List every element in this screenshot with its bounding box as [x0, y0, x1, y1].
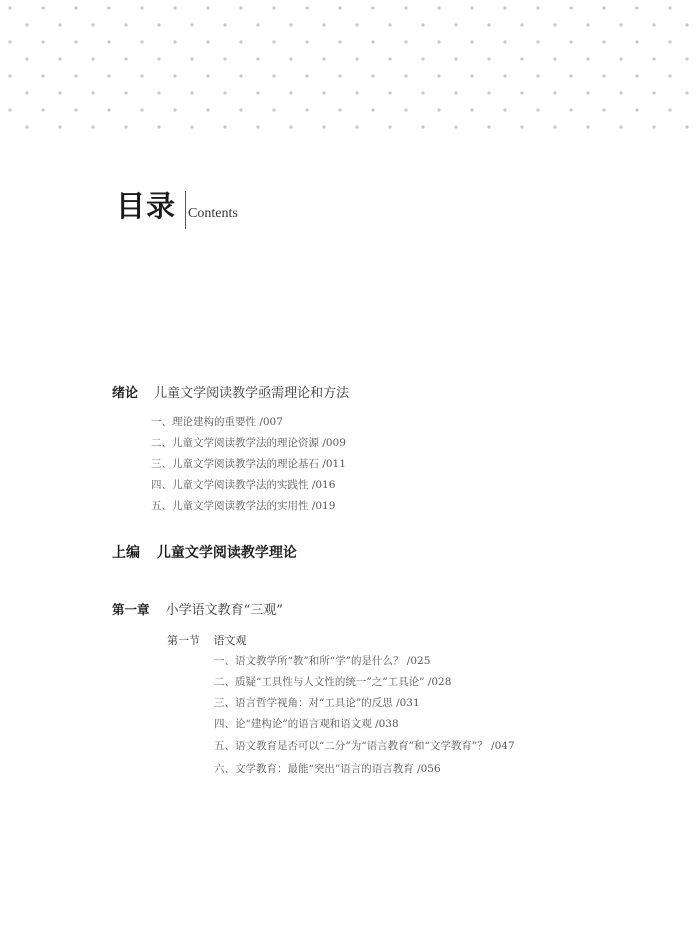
decorative-dot — [470, 40, 473, 43]
decorative-dot — [206, 40, 209, 43]
decorative-dot — [107, 6, 110, 9]
decorative-dot — [586, 125, 589, 128]
decorative-dot — [685, 57, 688, 60]
intro-title: 儿童文学阅读教学亟需理论和方法 — [154, 386, 350, 401]
decorative-dot — [652, 91, 655, 94]
decorative-dot — [25, 57, 28, 60]
toc-entry[interactable]: 六、文学教育：最能“突出”语言的语言教育 /056 — [214, 763, 441, 775]
decorative-dot — [421, 125, 424, 128]
decorative-dot — [256, 57, 259, 60]
toc-entry[interactable]: 一、语文教学所“教”和所“学”的是什么？ /025 — [214, 655, 431, 667]
decorative-dot — [140, 40, 143, 43]
decorative-dot — [470, 74, 473, 77]
decorative-dot — [8, 108, 11, 111]
decorative-dot — [305, 108, 308, 111]
decorative-dot — [124, 91, 127, 94]
decorative-dot — [404, 6, 407, 9]
decorative-dot — [190, 91, 193, 94]
intro-heading[interactable] — [112, 384, 349, 404]
decorative-dot — [602, 6, 605, 9]
decorative-dot — [404, 108, 407, 111]
dot-pattern-decoration — [0, 0, 700, 140]
toc-entry[interactable]: 四、儿童文学阅读教学法的实践性 /016 — [151, 479, 336, 491]
decorative-dot — [173, 40, 176, 43]
toc-entry[interactable]: 五、儿童文学阅读教学法的实用性 /019 — [151, 500, 336, 512]
decorative-dot — [685, 23, 688, 26]
decorative-dot — [520, 91, 523, 94]
decorative-dot — [569, 40, 572, 43]
part-label: 上编 — [112, 545, 140, 561]
decorative-dot — [437, 6, 440, 9]
decorative-dot — [355, 57, 358, 60]
decorative-dot — [668, 74, 671, 77]
decorative-dot — [536, 108, 539, 111]
decorative-dot — [388, 23, 391, 26]
decorative-dot — [421, 23, 424, 26]
decorative-dot — [454, 57, 457, 60]
decorative-dot — [619, 23, 622, 26]
part-title: 儿童文学阅读教学理论 — [156, 545, 297, 561]
intro-label: 绪论 — [112, 386, 139, 401]
decorative-dot — [652, 23, 655, 26]
decorative-dot — [91, 91, 94, 94]
decorative-dot — [652, 57, 655, 60]
decorative-dot — [668, 40, 671, 43]
decorative-dot — [25, 91, 28, 94]
decorative-dot — [454, 91, 457, 94]
decorative-dot — [569, 74, 572, 77]
decorative-dot — [536, 40, 539, 43]
decorative-dot — [91, 57, 94, 60]
decorative-dot — [223, 125, 226, 128]
section-title: 语文观 — [213, 634, 247, 647]
decorative-dot — [74, 40, 77, 43]
decorative-dot — [421, 91, 424, 94]
decorative-dot — [91, 125, 94, 128]
decorative-dot — [388, 57, 391, 60]
decorative-dot — [173, 6, 176, 9]
decorative-dot — [404, 74, 407, 77]
toc-entry[interactable]: 二、质疑“工具性与人文性的统一”之“工具论” /028 — [214, 676, 452, 688]
decorative-dot — [338, 74, 341, 77]
decorative-dot — [520, 23, 523, 26]
decorative-dot — [404, 40, 407, 43]
decorative-dot — [520, 57, 523, 60]
decorative-dot — [140, 108, 143, 111]
decorative-dot — [289, 23, 292, 26]
decorative-dot — [635, 40, 638, 43]
decorative-dot — [289, 125, 292, 128]
decorative-dot — [74, 6, 77, 9]
decorative-dot — [305, 6, 308, 9]
decorative-dot — [388, 125, 391, 128]
toc-entry[interactable]: 三、语言哲学视角：对“工具论”的反思 /031 — [214, 697, 420, 709]
decorative-dot — [338, 40, 341, 43]
decorative-dot — [223, 57, 226, 60]
decorative-dot — [536, 74, 539, 77]
decorative-dot — [41, 6, 44, 9]
decorative-dot — [239, 108, 242, 111]
decorative-dot — [437, 108, 440, 111]
decorative-dot — [272, 108, 275, 111]
decorative-dot — [58, 23, 61, 26]
decorative-dot — [371, 74, 374, 77]
decorative-dot — [256, 91, 259, 94]
decorative-dot — [454, 23, 457, 26]
decorative-dot — [503, 108, 506, 111]
decorative-dot — [25, 125, 28, 128]
decorative-dot — [338, 108, 341, 111]
decorative-dot — [322, 91, 325, 94]
decorative-dot — [107, 40, 110, 43]
part-heading[interactable] — [112, 543, 297, 563]
decorative-dot — [74, 108, 77, 111]
decorative-dot — [107, 108, 110, 111]
decorative-dot — [635, 108, 638, 111]
decorative-dot — [272, 6, 275, 9]
decorative-dot — [586, 91, 589, 94]
decorative-dot — [124, 125, 127, 128]
decorative-dot — [8, 40, 11, 43]
decorative-dot — [437, 40, 440, 43]
decorative-dot — [569, 6, 572, 9]
decorative-dot — [503, 74, 506, 77]
decorative-dot — [322, 57, 325, 60]
decorative-dot — [41, 74, 44, 77]
decorative-dot — [553, 23, 556, 26]
decorative-dot — [619, 57, 622, 60]
decorative-dot — [223, 23, 226, 26]
decorative-dot — [503, 6, 506, 9]
decorative-dot — [74, 74, 77, 77]
toc-entry[interactable]: 四、论“建构论”的语言观和语文观 /038 — [214, 718, 399, 730]
decorative-dot — [619, 125, 622, 128]
decorative-dot — [140, 74, 143, 77]
decorative-dot — [586, 23, 589, 26]
decorative-dot — [503, 40, 506, 43]
decorative-dot — [289, 91, 292, 94]
decorative-dot — [157, 125, 160, 128]
toc-entry[interactable]: 三、儿童文学阅读教学法的理论基石 /011 — [151, 458, 346, 470]
decorative-dot — [371, 108, 374, 111]
decorative-dot — [272, 40, 275, 43]
decorative-dot — [470, 108, 473, 111]
decorative-dot — [437, 74, 440, 77]
decorative-dot — [454, 125, 457, 128]
decorative-dot — [685, 91, 688, 94]
decorative-dot — [8, 74, 11, 77]
decorative-dot — [602, 74, 605, 77]
decorative-dot — [470, 6, 473, 9]
decorative-dot — [173, 108, 176, 111]
section-heading[interactable] — [167, 633, 247, 649]
title-divider — [185, 191, 186, 229]
section-label: 第一节 — [167, 634, 200, 647]
decorative-dot — [355, 125, 358, 128]
decorative-dot — [586, 57, 589, 60]
chapter-label: 第一章 — [112, 602, 150, 617]
decorative-dot — [388, 91, 391, 94]
decorative-dot — [371, 40, 374, 43]
decorative-dot — [569, 108, 572, 111]
decorative-dot — [371, 6, 374, 9]
decorative-dot — [58, 125, 61, 128]
decorative-dot — [206, 74, 209, 77]
decorative-dot — [239, 74, 242, 77]
decorative-dot — [140, 6, 143, 9]
toc-entry[interactable]: 二、儿童文学阅读教学法的理论资源 /009 — [151, 437, 346, 449]
decorative-dot — [668, 6, 671, 9]
decorative-dot — [602, 40, 605, 43]
decorative-dot — [41, 40, 44, 43]
decorative-dot — [157, 91, 160, 94]
decorative-dot — [206, 6, 209, 9]
decorative-dot — [124, 57, 127, 60]
decorative-dot — [256, 23, 259, 26]
decorative-dot — [190, 125, 193, 128]
decorative-dot — [685, 125, 688, 128]
chapter-heading[interactable] — [112, 600, 283, 621]
decorative-dot — [8, 6, 11, 9]
decorative-dot — [487, 23, 490, 26]
decorative-dot — [635, 6, 638, 9]
decorative-dot — [272, 74, 275, 77]
toc-entry[interactable]: 一、理论建构的重要性 /007 — [151, 416, 283, 428]
decorative-dot — [239, 40, 242, 43]
decorative-dot — [223, 91, 226, 94]
decorative-dot — [305, 74, 308, 77]
decorative-dot — [239, 6, 242, 9]
decorative-dot — [602, 108, 605, 111]
chapter-title: 小学语文教育“三观” — [165, 603, 283, 618]
decorative-dot — [25, 23, 28, 26]
decorative-dot — [536, 6, 539, 9]
decorative-dot — [157, 57, 160, 60]
decorative-dot — [553, 91, 556, 94]
decorative-dot — [157, 23, 160, 26]
decorative-dot — [652, 125, 655, 128]
decorative-dot — [520, 125, 523, 128]
decorative-dot — [553, 57, 556, 60]
decorative-dot — [322, 125, 325, 128]
decorative-dot — [91, 23, 94, 26]
decorative-dot — [421, 57, 424, 60]
decorative-dot — [41, 108, 44, 111]
decorative-dot — [58, 57, 61, 60]
decorative-dot — [322, 23, 325, 26]
decorative-dot — [355, 91, 358, 94]
decorative-dot — [619, 91, 622, 94]
decorative-dot — [487, 57, 490, 60]
title-chinese: 目录 — [116, 189, 177, 223]
decorative-dot — [355, 23, 358, 26]
decorative-dot — [289, 57, 292, 60]
toc-entry[interactable]: 五、语文教育是否可以“二分”为“语言教育”和“文学教育”？ /047 — [214, 740, 515, 752]
decorative-dot — [635, 74, 638, 77]
decorative-dot — [190, 23, 193, 26]
decorative-dot — [107, 74, 110, 77]
decorative-dot — [173, 74, 176, 77]
decorative-dot — [124, 23, 127, 26]
title-english: Contents — [188, 206, 238, 221]
decorative-dot — [553, 125, 556, 128]
decorative-dot — [256, 125, 259, 128]
decorative-dot — [668, 108, 671, 111]
decorative-dot — [305, 40, 308, 43]
decorative-dot — [338, 6, 341, 9]
decorative-dot — [206, 108, 209, 111]
decorative-dot — [487, 91, 490, 94]
decorative-dot — [58, 91, 61, 94]
decorative-dot — [190, 57, 193, 60]
decorative-dot — [487, 125, 490, 128]
